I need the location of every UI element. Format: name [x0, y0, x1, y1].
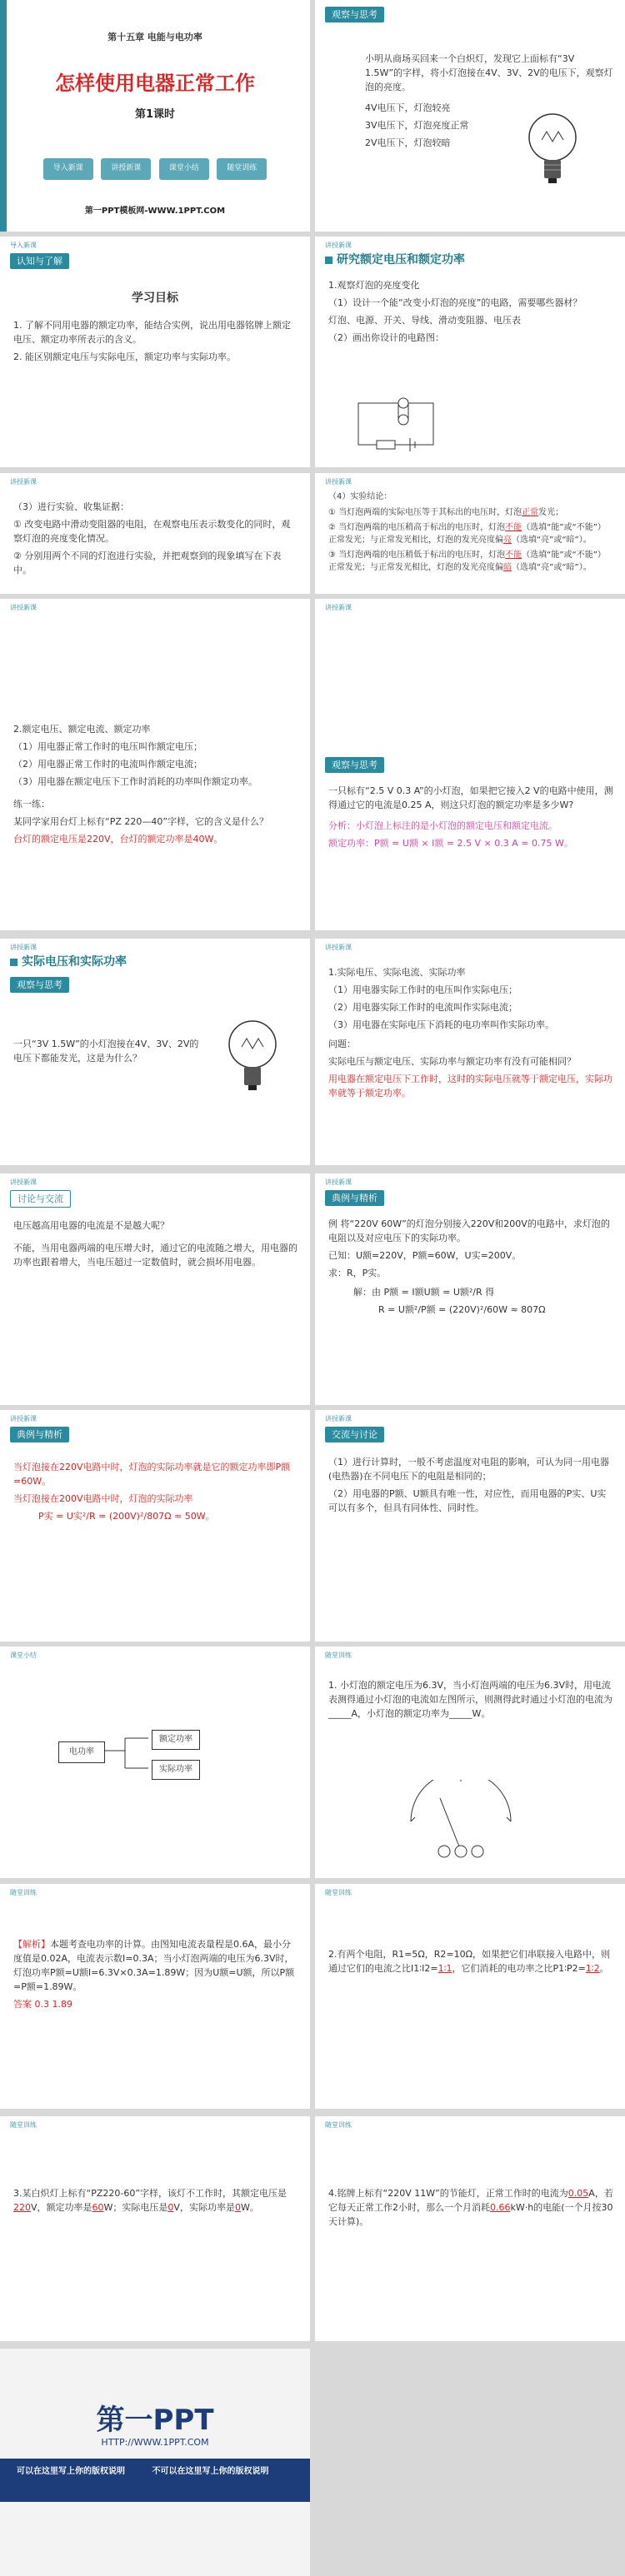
text: 解：由: [353, 1287, 381, 1298]
slide-tag: 讲授新课: [10, 1415, 37, 1423]
slide-practice-3[interactable]: [0, 2116, 310, 2341]
answer: 正常: [522, 507, 539, 517]
section-chip: 观察与思考: [325, 7, 384, 22]
line: 当灯泡接在220V电路中时，灯泡的实际功率就是它的额定功率即P额=60W。: [13, 1462, 291, 1487]
section-header: 研究额定电压和额定功率: [325, 252, 465, 270]
text: 4.铭牌上标有“220V 11W”的节能灯，正常工作时的电流为: [328, 2188, 568, 2199]
answer: 亮: [503, 535, 512, 545]
item: （2）画出你设计的电路图：: [328, 332, 444, 344]
slide-rated-study[interactable]: [315, 237, 625, 467]
section-chip: 观察与思考: [325, 757, 384, 773]
answer: 220: [13, 2202, 31, 2214]
formula: P实 = U实²/R = (200V)²/807Ω ≈ 50W。: [38, 1511, 215, 1522]
item: （1）进行计算时，一般不考虑温度对电阻的影响，可认为同一用电器(电热器)在不同电压下的电阻是相同的；: [328, 1457, 609, 1482]
goal-item: 2. 能区别额定电压与实际电压，额定功率与实际功率。: [13, 351, 236, 363]
question: 例 将“220V 60W”的灯泡分别接入220V和200V的电路中，求灯泡的电阻以及对应电压下的实际功率。: [328, 1218, 610, 1244]
heading: （4）实验结论：: [328, 492, 392, 501]
nav-button-practice[interactable]: 随堂训练: [217, 158, 267, 180]
item: ① 改变电路中滑动变阻器的电阻，在观察电压表示数变化的同时，观察灯泡的亮度变化情况。: [13, 519, 291, 545]
section-chip: 交流与讨论: [325, 1427, 384, 1442]
conclusion-1: [328, 507, 613, 520]
item: ② 分别用两个不同的灯泡进行实验，并把观察到的现象填写在下表中。: [13, 551, 282, 576]
copyright-right: 不可以在这里写上你的版权说明: [152, 2467, 269, 2476]
text: （选填“亮”或“暗”）。: [512, 562, 592, 572]
slide-tag: 课堂小结: [10, 1652, 37, 1659]
section-chip: 观察与思考: [10, 977, 69, 993]
summary-branch: 实际功率: [152, 1760, 200, 1780]
slide-summary[interactable]: [0, 1647, 310, 1878]
nav-button-teach[interactable]: 讲授新课: [101, 158, 151, 180]
answer: 台灯的额定电压是220V，台灯的额定功率是40W。: [13, 834, 223, 845]
slide-practice-4[interactable]: [315, 2116, 625, 2341]
text: W。: [240, 2202, 259, 2214]
example-text: [328, 784, 613, 854]
answer: 0.66: [490, 2202, 511, 2214]
slide-practice-2[interactable]: [315, 1884, 625, 2109]
circuit-diagram: [352, 395, 443, 453]
practice-text: [328, 1947, 613, 1979]
cover-subtitle: 第1课时: [134, 108, 176, 121]
slide-tag: 导入新课: [10, 242, 37, 249]
example-text: [328, 1217, 613, 1320]
question: [13, 2186, 298, 2215]
answer: 不能: [505, 551, 522, 560]
line-3: 2V电压下，灯泡较暗: [365, 137, 451, 149]
slide-example-lamp[interactable]: [315, 1173, 625, 1405]
slide-example-bulb[interactable]: [315, 599, 625, 930]
cover-title: 怎样使用电器正常工作: [55, 72, 255, 95]
item: 某同学家用台灯上标有“PZ 220—40”字样，它的含义是什么？: [13, 816, 269, 828]
item: （1）设计一个能“改变小灯泡的亮度”的电路，需要哪些器材？: [328, 297, 582, 309]
item: 实际电压与额定电压、实际功率与额定功率有没有可能相同？: [328, 1056, 576, 1068]
lightbulb-icon: [523, 108, 582, 192]
slide-tag: 讲授新课: [325, 944, 352, 951]
slide-tag: 随堂训练: [325, 1889, 352, 1896]
paragraph: 小明从商场买回来一个白炽灯，发现它上面标有“3V 1.5W”的字样，将小灯泡接在4V、3V、2V的电压下，观察灯泡的亮度。: [365, 53, 613, 93]
answer: 用电器在额定电压下工作时，这时的实际电压就等于额定电压，实际功率就等于额定功率。: [328, 1074, 612, 1099]
section-chip: 讨论与交流: [10, 1190, 71, 1208]
solution: [353, 1285, 613, 1299]
actual-text: [328, 965, 613, 1104]
slide-communication[interactable]: [315, 1410, 625, 1642]
item: 问题：: [328, 1039, 356, 1050]
slide-blank: [315, 2349, 625, 2576]
answer: 答案 0.3 1.89: [13, 1999, 72, 2010]
question: 一只标有“2.5 V 0.3 A”的小灯泡，如果把它接入2 V的电路中使用，测得通过它的电流是0.25 A，则这只灯泡的额定功率是多少W?: [328, 785, 613, 811]
cover-nav: [0, 158, 310, 180]
answer: 0: [168, 2202, 174, 2214]
analysis: 分析：小灯泡上标注的是小灯泡的额定电压和额定电流。: [328, 820, 558, 832]
logo-url[interactable]: HTTP://WWW.1PPT.COM: [101, 2437, 209, 2448]
slide-tag: 讲授新课: [10, 1178, 37, 1186]
slide-cover[interactable]: [0, 0, 310, 232]
slide-example-result[interactable]: [0, 1410, 310, 1642]
line-1: 4V电压下，灯泡较亮: [365, 102, 451, 114]
item: 练一练：: [13, 799, 50, 810]
discussion-text: [13, 1218, 298, 1273]
slide-tag: 随堂训练: [10, 1889, 37, 1896]
result-text: [13, 1460, 298, 1527]
item: （1）用电器正常工作时的电压叫作额定电压；: [13, 741, 202, 753]
answer: 1∶1: [438, 1963, 452, 1975]
item: 1.观察灯泡的亮度变化: [328, 280, 420, 291]
text: ② 当灯泡两端的电压稍高于标出的电压时，灯泡: [328, 523, 506, 532]
communication-text: [328, 1455, 613, 1518]
answer: 不能，当用电器两端的电压增大时，通过它的电流随之增大，用电器的功率也跟着增大，当电压超过一定数值时，就会损坏用电器。: [13, 1243, 298, 1268]
slide-tag: 讲授新课: [10, 478, 37, 486]
item: （3）用电器在额定电压下工作时消耗的功率叫作额定功率。: [13, 776, 258, 788]
item: （3）进行实验、收集证据：: [13, 501, 129, 512]
label: 【解析】: [13, 1939, 50, 1950]
question: [328, 1947, 613, 1976]
answer: 暗: [503, 562, 512, 572]
chapter-title: 第十五章 电能与电功率: [108, 32, 202, 42]
item: （3）用电器在实际电压下消耗的电功率叫作实际功率。: [328, 1019, 554, 1031]
slide-tag: 讲授新课: [325, 478, 352, 486]
goal-item: 1. 了解不同用电器的额定功率，能结合实例，说出用电器铭牌上额定电压、额定功率所表示的含义。: [13, 320, 291, 346]
section-chip: 认知与了解: [10, 253, 69, 269]
text: ① 当灯泡两端的实际电压等于其标出的电压时，灯泡: [328, 507, 522, 517]
text: （选填“亮”或“暗”）。: [512, 535, 592, 545]
summary-root: 电功率: [58, 1741, 105, 1763]
goals-list: [13, 318, 298, 367]
text: W；实际电压是: [103, 2202, 168, 2214]
line: 当灯泡接在200V电路中时，灯泡的实际功率: [13, 1493, 193, 1505]
goals-heading: 学习目标: [132, 291, 178, 305]
definitions-text: [13, 722, 298, 850]
question: [328, 2186, 613, 2229]
experiment-text: [13, 500, 298, 580]
slide-tag: 讲授新课: [10, 604, 37, 611]
nav-button-intro[interactable]: 导入新课: [43, 158, 93, 180]
slide-ending[interactable]: [0, 2349, 310, 2576]
slide-rated-definitions[interactable]: [0, 599, 310, 930]
solution-text: [13, 1937, 298, 2015]
text: V，实际功率是: [173, 2202, 235, 2214]
slide-tag: 随堂训练: [10, 2121, 37, 2129]
item: 灯泡、电源、开关、导线、滑动变阻器、电压表: [328, 315, 521, 326]
logo: 第一PPT: [96, 2404, 214, 2437]
formula: P额 = I额U额 = U额²/R 得: [383, 1287, 495, 1298]
slide-observe-bulb[interactable]: [315, 0, 625, 232]
answer: 0.05: [568, 2188, 589, 2199]
intro-text: [13, 1037, 202, 1069]
text: V，额定功率是: [31, 2202, 92, 2214]
text: 。: [599, 1963, 609, 1975]
item: （1）用电器实际工作时的电压叫作实际电压；: [328, 984, 518, 996]
nav-button-summary[interactable]: 课堂小结: [159, 158, 209, 180]
slide-discussion[interactable]: [0, 1173, 310, 1405]
summary-branch: 额定功率: [152, 1730, 200, 1750]
item: （2）用电器实际工作时的电流叫作实际电流；: [328, 1002, 518, 1014]
text: 2.有两个电阻，R1=5Ω，R2=10Ω，如果把它们串联接入电路中，则通过它们的电流之比I1∶I2=: [328, 1949, 611, 1975]
ask: 求：R，P实。: [328, 1268, 387, 1279]
practice-text: [13, 2186, 298, 2218]
summary-connector: [105, 1730, 152, 1780]
answer: 1∶2: [585, 1963, 600, 1975]
slide-tag: 讲授新课: [325, 1178, 352, 1186]
cover-site: 第一PPT模板网-WWW.1PPT.COM: [84, 207, 226, 216]
line-2: 3V电压下，灯泡亮度正常: [365, 120, 469, 132]
copyright-left: 可以在这里写上你的版权说明: [17, 2467, 125, 2476]
slide-tag: 讲授新课: [10, 944, 37, 951]
slide-actual-intro[interactable]: [0, 939, 310, 1165]
formula: R = U额²/P额 = (220V)²/60W ≈ 807Ω: [378, 1304, 546, 1316]
item: （2）用电器的P额、U额具有唯一性，对应性，而用电器的P实、U实可以有多个，但具有同体性、同时性。: [328, 1488, 607, 1514]
text: （选填“能”或“不能”）正常发光；与正常发光相比，灯泡的发光亮度偏: [328, 523, 606, 545]
section-header: 实际电压和实际功率: [10, 954, 127, 972]
ammeter-dial: [398, 1780, 523, 1863]
solution: [13, 1937, 298, 1994]
text: 发光；: [538, 507, 564, 517]
conclusion-3: [328, 550, 613, 574]
question: 1. 小灯泡的额定电压为6.3V，当小灯泡两端的电压为6.3V时，用电流表测得通过小灯泡的电流如左图所示，则测得此时通过小灯泡的电流为_____A，小灯泡的额定功率为_____W。: [328, 1680, 612, 1720]
answer: 不能: [505, 523, 522, 532]
slide-tag: 讲授新课: [325, 242, 352, 249]
text: A，若它每天正常工作2小时，那么一个月消耗: [328, 2188, 613, 2214]
conclusion-text: [328, 491, 613, 577]
slide-tag: 随堂训练: [325, 2121, 352, 2129]
text: kW·h的电能(一个月按30天计算)。: [328, 2202, 613, 2228]
answer: 0: [234, 2202, 241, 2214]
text: 3.某白炽灯上标有“PZ220-60”字样，该灯不工作时，其额定电压是: [13, 2188, 288, 2199]
conclusion-2: [328, 522, 613, 546]
slide-practice-solution[interactable]: [0, 1884, 310, 2109]
slide-tag: 讲授新课: [325, 1415, 352, 1423]
text: ，它们消耗的电功率之比P1∶P2=: [452, 1963, 586, 1975]
item: 1.实际电压、实际电流、实际功率: [328, 967, 466, 978]
known: 已知：U额=220V，P额=60W，U实=200V。: [328, 1250, 522, 1262]
question: 一只“3V 1.5W”的小灯泡接在4V、3V、2V的电压下都能发光，这是为什么？: [13, 1039, 199, 1064]
lightbulb-icon: [223, 1015, 282, 1099]
question: 电压越高用电器的电流是不是越大呢？: [13, 1220, 169, 1231]
slide-conclusion[interactable]: [315, 473, 625, 594]
section-chip: 典例与精析: [325, 1190, 384, 1206]
section-chip: 典例与精析: [10, 1427, 69, 1442]
practice-text: [328, 1678, 613, 1724]
item: 2.额定电压、额定电流、额定功率: [13, 724, 151, 735]
slide-actual-definitions[interactable]: [315, 939, 625, 1165]
text: ③ 当灯泡两端的电压稍低于标出的电压时，灯泡: [328, 551, 506, 560]
text: （选填“能”或“不能”）正常发光；与正常发光相比，灯泡的发光亮度偏: [328, 551, 606, 572]
item: （2）用电器正常工作时的电流叫作额定电流；: [13, 759, 202, 770]
answer: 60: [92, 2202, 104, 2214]
text: 本题考查电功率的计算。由图知电流表量程是0.6A，最小分度值是0.02A，电流表示数I=0.3A；当小灯泡两端的电压为6.3V时，灯泡功率P额=U额I=6.3V×0.3A=1.89W；因为U额=U额，所以P额=P额=1.89W。: [13, 1939, 295, 1993]
copyright-band: [0, 2459, 310, 2502]
study-text: [328, 278, 613, 348]
formula: 额定功率：P额 = U额 × I额 = 2.5 V × 0.3 A = 0.75 W。: [328, 838, 573, 850]
slide-tag: 讲授新课: [325, 604, 352, 611]
practice-text: [328, 2186, 613, 2232]
slide-experiment[interactable]: [0, 473, 310, 594]
slide-goals[interactable]: [0, 237, 310, 467]
slide-tag: 随堂训练: [325, 1652, 352, 1659]
slide-practice-1[interactable]: [315, 1647, 625, 1878]
